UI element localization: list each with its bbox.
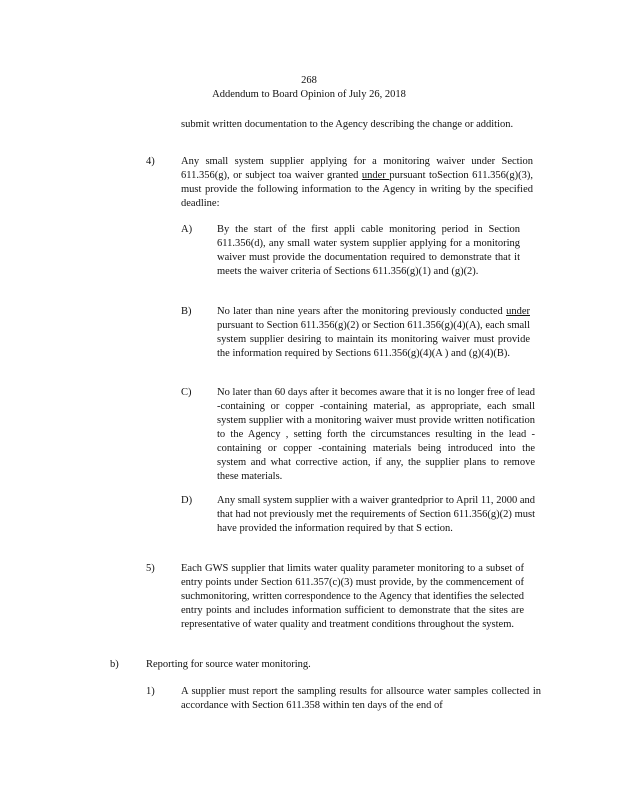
sub-a-label: A) (181, 224, 193, 235)
item-4-text-part1: Any small system supplier applying for a monitoring waiver under Section 611.356(g), or subject toa waiver granted (181, 156, 533, 181)
sub-d-label: D) (181, 495, 193, 506)
section-b-heading: Reporting for source water monitoring. (146, 659, 311, 670)
page-number: 268 (301, 75, 317, 86)
item-5-text: Each GWS supplier that limits water quality parameter monitoring to a subset of entry points under Section 611.357(c)(3) must provide, by the commencement of suchmonitoring, written correspondence to the Agency that identifies the selected entry points and includes information sufficient to demonstrate that the sites are representative of water quality and treatment conditions throughout the system. (181, 563, 524, 630)
continuation-paragraph: submit written documentation to the Agency describing the change or addition. (181, 119, 514, 130)
sub-b-text-part1: No later than nine years after the monitoring previously conducted (217, 306, 507, 317)
sub-a-text: By the start of the first appli cable monitoring period in Section 611.356(d), any small water system supplier applying for a monitoring waiver must provide the documentation required to demonstrate that it meets the waiver criteria of Sections 611.356(g)(1) and (g)(2). (217, 224, 520, 277)
sub-d-text: Any small system supplier with a waiver grantedprior to April 11, 2000 and that had not previously met the requirements of Section 611.356(g)(2) must have provided the information required by that S ection. (217, 495, 535, 534)
item-4-underlined-word: under (361, 170, 390, 181)
sub-b-text-part2: pursuant to Section 611.356(g)(2) or Section 611.356(g)(4)(A), each small system supplier desiring to maintain its monitoring waiver must provide the information required by Sections 611.356(g)(4)(A ) and (g)(4)(B). (217, 320, 530, 359)
item-4-text (181, 155, 533, 211)
item-4-label: 4) (146, 156, 155, 167)
sub-b-text (217, 305, 530, 361)
sub-c-label: C) (181, 387, 192, 398)
sub-c-text: No later than 60 days after it becomes aware that it is no longer free of lead -containing or copper -containing material, as appropriate, each small system supplier with a monitoring waiver must provide written notification to the Agency , setting forth the circumstances resulting in the lead -containing or copper -containing materials being introduced into the system and what corrective action, if any, the supplier plans to remove these materials. (217, 387, 535, 482)
sub-b-label: B) (181, 306, 192, 317)
section-b-label: b) (110, 659, 119, 670)
item-5-label: 5) (146, 563, 155, 574)
item-b1-label: 1) (146, 686, 155, 697)
page-title: Addendum to Board Opinion of July 26, 2018 (212, 89, 406, 100)
item-b1-text: A supplier must report the sampling results for allsource water samples collected in accordance with Section 611.358 within ten days of the end of (181, 686, 541, 711)
sub-b-underlined-word: under (506, 306, 530, 317)
item-4-text-part2: pursuant toSection 611.356(g)(3), must provide the following information to the Agency in writing by the specified deadline: (181, 170, 533, 209)
